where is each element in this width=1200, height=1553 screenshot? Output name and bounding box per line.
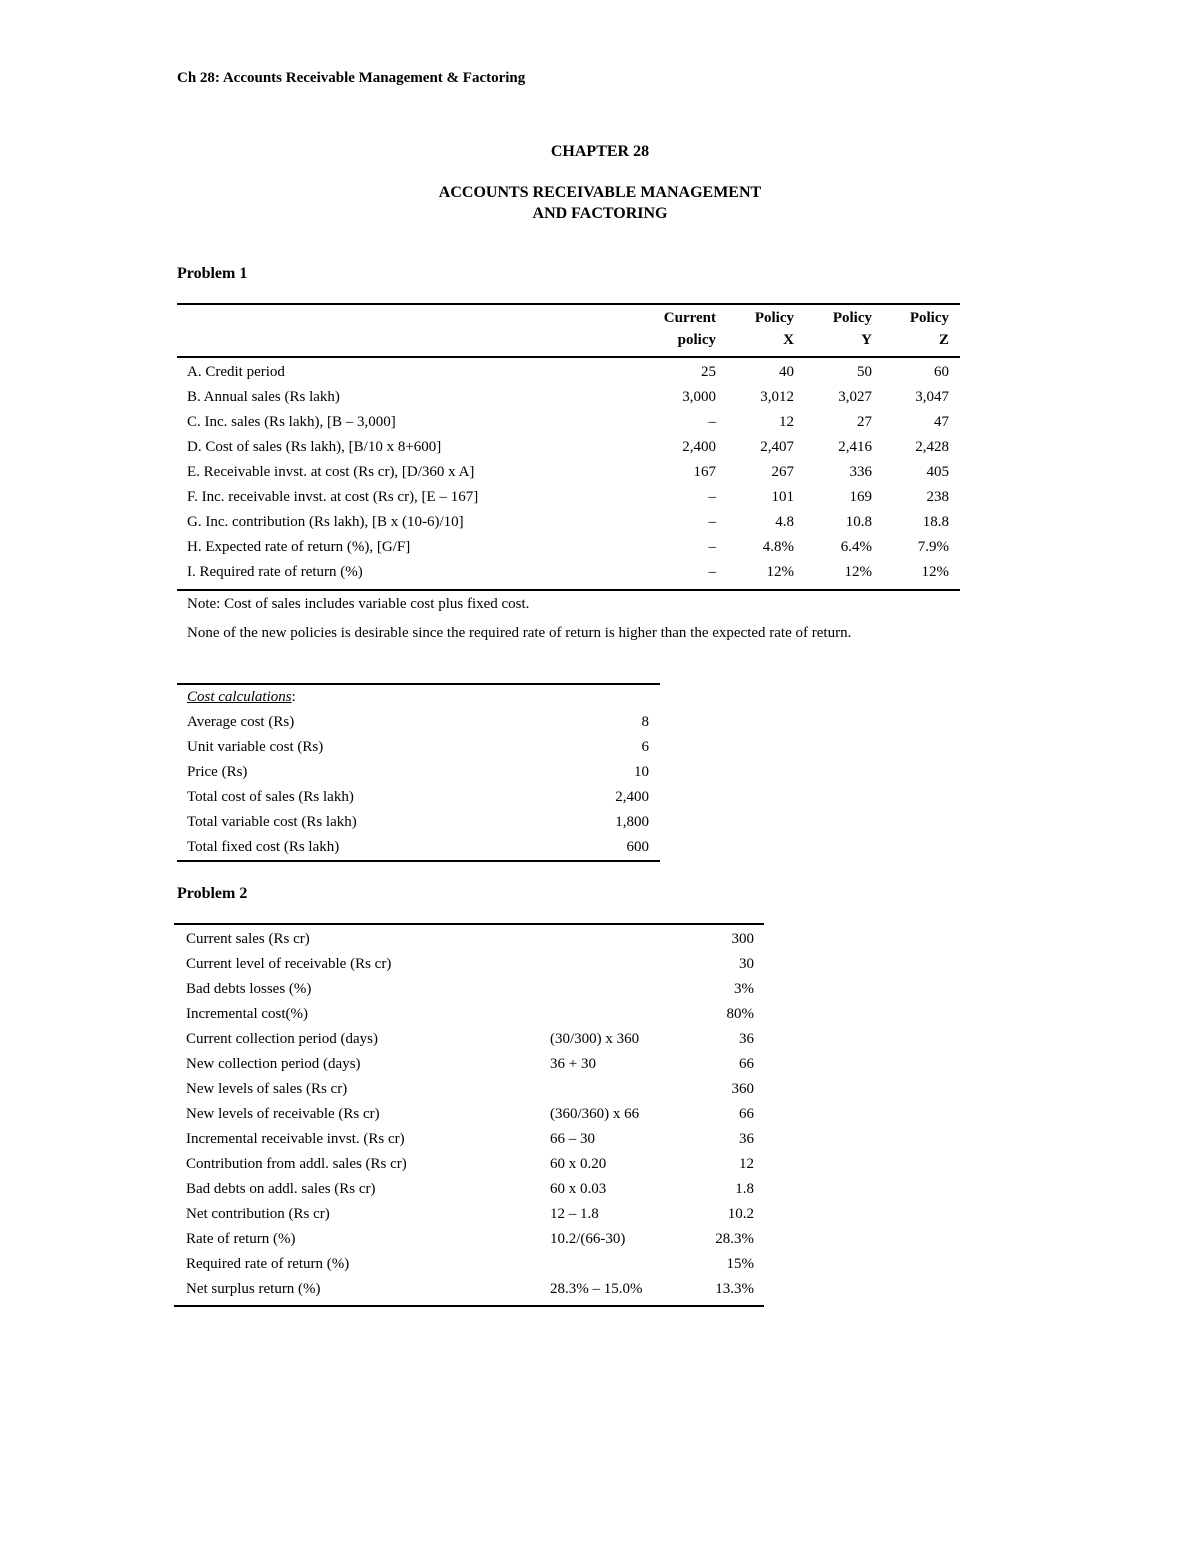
- table-cell: –: [708, 564, 716, 580]
- calculation-cell: 12 – 1.8: [550, 1206, 599, 1222]
- calculation-cell: (360/360) x 66: [550, 1106, 640, 1122]
- calculation-cell: (30/300) x 360: [550, 1031, 640, 1047]
- row-label: New levels of receivable (Rs cr): [186, 1106, 380, 1122]
- calculation-cell: [542, 1002, 650, 1027]
- row-label: E. Receivable invst. at cost (Rs cr), [D/360 x A]: [187, 464, 475, 480]
- table-row: [177, 357, 960, 385]
- value-cell: 13.3%: [715, 1281, 754, 1297]
- table-row: [177, 785, 660, 810]
- row-label: H. Expected rate of return (%), [G/F]: [187, 539, 411, 555]
- header-cell: Y: [805, 330, 883, 357]
- heading-colon: :: [291, 689, 296, 705]
- table-row: [174, 1052, 764, 1077]
- row-label: Contribution from addl. sales (Rs cr): [186, 1156, 407, 1172]
- table-cell: 2,428: [915, 439, 949, 455]
- problem-1-heading: Problem 1: [177, 265, 248, 282]
- chapter-number: CHAPTER 28: [550, 143, 650, 160]
- header-cell: policy: [640, 330, 727, 357]
- table-cell: 6: [641, 739, 649, 755]
- table-row: [177, 535, 960, 560]
- chapter-title: [0, 182, 1200, 224]
- table-row: [174, 952, 764, 977]
- table-cell: 169: [849, 489, 872, 505]
- row-label: B. Annual sales (Rs lakh): [187, 389, 340, 405]
- table-cell: 3,000: [682, 389, 716, 405]
- header-cell: [177, 304, 640, 330]
- table-cell: 3,027: [838, 389, 872, 405]
- header-row: [177, 304, 960, 330]
- table-cell: 238: [926, 489, 949, 505]
- table-cell: 6.4%: [840, 539, 872, 555]
- cost-calculations-table: [177, 683, 660, 862]
- table-cell: 40: [779, 364, 794, 380]
- value-cell: 1.8: [735, 1181, 754, 1197]
- table-cell: 336: [849, 464, 872, 480]
- table-cell: 47: [934, 414, 949, 430]
- table-row: [174, 1002, 764, 1027]
- table-row: [174, 1202, 764, 1227]
- table-row: [177, 760, 660, 785]
- value-cell: 360: [731, 1081, 754, 1097]
- table-cell: 18.8: [922, 514, 949, 530]
- table-cell: 27: [857, 414, 872, 430]
- calculation-cell: [542, 924, 650, 952]
- table-cell: 167: [693, 464, 716, 480]
- table-row: [177, 385, 960, 410]
- table-cell: 4.8: [775, 514, 794, 530]
- table-row: [174, 1152, 764, 1177]
- conclusion-paragraph: None of the new policies is desirable since the required rate of return is higher than the expected rate of return.: [187, 625, 852, 641]
- row-label: Unit variable cost (Rs): [187, 739, 324, 755]
- table-cell: 60: [934, 364, 949, 380]
- row-label: Net surplus return (%): [186, 1281, 321, 1297]
- calculation-cell: 60 x 0.03: [550, 1181, 607, 1197]
- value-cell: 15%: [726, 1256, 754, 1272]
- row-label: Net contribution (Rs cr): [186, 1206, 330, 1222]
- value-cell: 10.2: [727, 1206, 754, 1222]
- value-cell: 28.3%: [715, 1231, 754, 1247]
- header-cell: Policy: [832, 310, 872, 326]
- running-head: Ch 28: Accounts Receivable Management & Factoring: [177, 70, 526, 86]
- table-row: [174, 1027, 764, 1052]
- table-row: [177, 710, 660, 735]
- calculation-cell: [542, 1077, 650, 1102]
- row-label: Total fixed cost (Rs lakh): [187, 839, 340, 855]
- table-row: [177, 735, 660, 760]
- table-cell: 2,400: [615, 789, 649, 805]
- table-row: [174, 1277, 764, 1307]
- row-label: Rate of return (%): [186, 1231, 296, 1247]
- table-row: [174, 1077, 764, 1102]
- row-label: Current collection period (days): [186, 1031, 379, 1047]
- header-row: [177, 330, 960, 357]
- table-row: [177, 485, 960, 510]
- cost-calculations-heading: [177, 684, 660, 710]
- table-cell: 12: [779, 414, 794, 430]
- table-cell: 2,407: [760, 439, 794, 455]
- table-cell: 101: [771, 489, 794, 505]
- value-cell: 12: [739, 1156, 754, 1172]
- table-cell: 12%: [766, 564, 794, 580]
- header-cell: [177, 330, 640, 357]
- table-row: [174, 977, 764, 1002]
- table-cell: 1,800: [615, 814, 649, 830]
- table-row: [174, 1227, 764, 1252]
- table-cell: 3,047: [915, 389, 949, 405]
- table-row: [177, 684, 660, 710]
- problem-2-table: [174, 923, 764, 1307]
- row-label: A. Credit period: [187, 364, 285, 380]
- calculation-cell: [542, 977, 650, 1002]
- row-label: Price (Rs): [187, 764, 248, 780]
- calculation-cell: 60 x 0.20: [550, 1156, 607, 1172]
- problem-2-heading: Problem 2: [177, 885, 248, 902]
- table-cell: 10.8: [845, 514, 872, 530]
- table-cell: 8: [641, 714, 649, 730]
- table-row: [177, 510, 960, 535]
- value-cell: 80%: [726, 1006, 754, 1022]
- chapter-title-line-1: ACCOUNTS RECEIVABLE MANAGEMENT: [438, 184, 762, 201]
- value-cell: 3%: [734, 981, 754, 997]
- cost-calculations-heading-text: Cost calculations: [187, 689, 292, 705]
- header-cell: X: [727, 330, 805, 357]
- value-cell: 30: [739, 956, 754, 972]
- header-cell: Z: [883, 330, 960, 357]
- row-label: Current sales (Rs cr): [186, 931, 310, 947]
- cost-note: Note: Cost of sales includes variable cost plus fixed cost.: [187, 596, 530, 612]
- table-cell: –: [708, 489, 716, 505]
- row-label: G. Inc. contribution (Rs lakh), [B x (10-6)/10]: [187, 514, 464, 530]
- calculation-cell: [542, 952, 650, 977]
- row-label: Current level of receivable (Rs cr): [186, 956, 392, 972]
- header-cell: Policy: [754, 310, 794, 326]
- calculation-cell: 66 – 30: [550, 1131, 595, 1147]
- row-label: New collection period (days): [186, 1056, 361, 1072]
- table-row: [177, 435, 960, 460]
- table-cell: 50: [857, 364, 872, 380]
- table-row: [174, 1102, 764, 1127]
- table-row: [174, 1127, 764, 1152]
- table-cell: 2,400: [682, 439, 716, 455]
- row-label: Required rate of return (%): [186, 1256, 350, 1272]
- table-cell: 12%: [921, 564, 949, 580]
- value-cell: 36: [739, 1031, 754, 1047]
- row-label: Total variable cost (Rs lakh): [187, 814, 357, 830]
- table-cell: 10: [634, 764, 649, 780]
- row-label: C. Inc. sales (Rs lakh), [B – 3,000]: [187, 414, 396, 430]
- table-cell: 405: [926, 464, 949, 480]
- calculation-cell: 28.3% – 15.0%: [550, 1281, 643, 1297]
- header-cell: Policy: [909, 310, 949, 326]
- table-row: [177, 460, 960, 485]
- problem-1-table: [177, 303, 960, 591]
- table-row: [174, 924, 764, 952]
- row-label: New levels of sales (Rs cr): [186, 1081, 348, 1097]
- row-label: Bad debts losses (%): [186, 981, 312, 997]
- row-label: Bad debts on addl. sales (Rs cr): [186, 1181, 376, 1197]
- row-label: Average cost (Rs): [187, 714, 295, 730]
- table-cell: 600: [626, 839, 649, 855]
- calculation-cell: 36 + 30: [550, 1056, 596, 1072]
- table-cell: 7.9%: [917, 539, 949, 555]
- calculation-cell: [542, 1252, 650, 1277]
- row-label: Total cost of sales (Rs lakh): [187, 789, 354, 805]
- value-cell: 66: [739, 1056, 754, 1072]
- value-cell: 36: [739, 1131, 754, 1147]
- table-cell: –: [708, 539, 716, 555]
- table-cell: 3,012: [760, 389, 794, 405]
- header-cell: Current: [663, 310, 716, 326]
- table-cell: –: [708, 514, 716, 530]
- table-row: [177, 560, 960, 590]
- table-cell: –: [708, 414, 716, 430]
- row-label: I. Required rate of return (%): [187, 564, 363, 580]
- table-cell: 2,416: [838, 439, 872, 455]
- value-cell: 300: [731, 931, 754, 947]
- table-cell: 12%: [844, 564, 872, 580]
- row-label: F. Inc. receivable invst. at cost (Rs cr), [E – 167]: [187, 489, 479, 505]
- table-row: [174, 1177, 764, 1202]
- table-cell: 267: [771, 464, 794, 480]
- value-cell: 66: [739, 1106, 754, 1122]
- row-label: D. Cost of sales (Rs lakh), [B/10 x 8+600]: [187, 439, 442, 455]
- table-row: [177, 410, 960, 435]
- calculation-cell: 10.2/(66-30): [550, 1231, 626, 1247]
- table-cell: 25: [701, 364, 716, 380]
- table-row: [177, 835, 660, 861]
- table-row: [177, 810, 660, 835]
- row-label: Incremental receivable invst. (Rs cr): [186, 1131, 405, 1147]
- table-cell: 4.8%: [762, 539, 794, 555]
- table-row: [174, 1252, 764, 1277]
- row-label: Incremental cost(%): [186, 1006, 309, 1022]
- chapter-title-line-2: AND FACTORING: [532, 205, 668, 222]
